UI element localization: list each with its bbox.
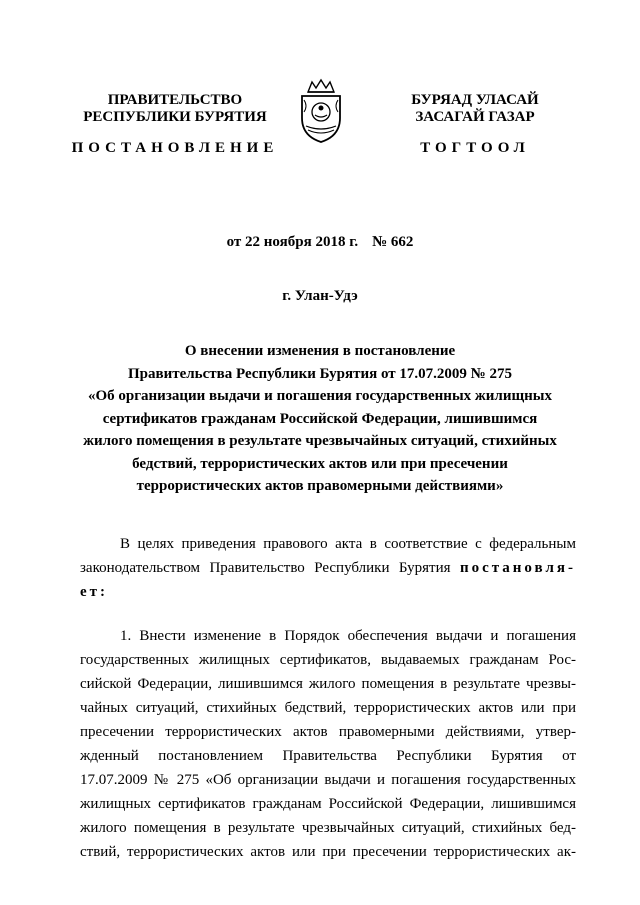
preamble-text: законодательством Правительство Республики Бурятия bbox=[80, 560, 451, 576]
paragraph-line: 1. Внести изменение в Порядок обеспечения выдачи и погашения bbox=[120, 628, 576, 644]
paragraph-line: жилищных сертификатов гражданам Российской Федерации, лишившимся bbox=[80, 796, 576, 812]
title-line: бедствий, террористических актов или при пресечении bbox=[132, 455, 508, 472]
paragraph-line: государственных жилищных сертификатов, выдаваемых гражданам Рос- bbox=[80, 652, 576, 668]
title-line: О внесении изменения в постановление bbox=[184, 343, 456, 359]
paragraph-line: чайных ситуаций, стихийных бедствий, террористических актов или при bbox=[80, 700, 576, 716]
header-right-line1: БУРЯАД УЛАСАЙ bbox=[411, 92, 539, 108]
title-line: жилого помещения в результате чрезвычайных ситуаций, стихийных bbox=[83, 433, 557, 449]
document-date: от 22 ноября 2018 г. bbox=[226, 234, 359, 250]
preamble-line bbox=[80, 556, 576, 580]
document-number: № 662 bbox=[372, 234, 414, 250]
title-line: Правительства Республики Бурятия от 17.07.2009 № 275 bbox=[127, 365, 512, 382]
document-title bbox=[60, 340, 580, 498]
paragraph-line: 17.07.2009 № 275 «Об организации выдачи и погашения государственных bbox=[80, 772, 576, 788]
document-city: г. Улан-Удэ bbox=[282, 288, 358, 304]
header-right-line2: ЗАСАГАЙ ГАЗАР bbox=[415, 109, 535, 125]
coat-of-arms-icon bbox=[296, 78, 346, 146]
paragraph-line: жилого помещения в результате чрезвычайных ситуаций, стихийных бед- bbox=[80, 820, 576, 836]
header-left-authority bbox=[60, 92, 290, 126]
title-line: террористических актов правомерными действиями» bbox=[136, 478, 504, 494]
header-left-line1: ПРАВИТЕЛЬСТВО bbox=[107, 92, 243, 108]
paragraph-line: сийской Федерации, лишившимся жилого помещения в результате чрезвы- bbox=[80, 676, 576, 692]
header-right-authority bbox=[360, 92, 590, 126]
paragraph-line: жденный постановлением Правительства Республики Бурятия от bbox=[80, 748, 576, 764]
document-dateline bbox=[0, 234, 640, 251]
paragraph-line: пресечении террористических актов правомерными действиями, утвер- bbox=[80, 724, 576, 740]
title-line: сертификатов гражданам Российской Федерации, лишившимся bbox=[102, 410, 538, 427]
preamble-paragraph bbox=[80, 532, 576, 604]
title-line: «Об организации выдачи и погашения государственных жилищных bbox=[87, 388, 553, 404]
paragraph-line: ствий, террористических актов или при пресечении террористических ак- bbox=[80, 844, 576, 860]
header-left-line2: РЕСПУБЛИКИ БУРЯТИЯ bbox=[83, 109, 267, 125]
resolve-word-part1: постановля- bbox=[459, 560, 576, 576]
header-left-doc-type: ПОСТАНОВЛЕНИЕ bbox=[71, 140, 279, 156]
header-right-doc-type: ТОГТООЛ bbox=[420, 140, 530, 156]
paragraph-1 bbox=[80, 624, 576, 864]
preamble-line bbox=[80, 580, 576, 604]
resolve-word-part2: ет: bbox=[80, 584, 109, 600]
preamble-line: В целях приведения правового акта в соответствие с федеральным bbox=[120, 536, 576, 552]
